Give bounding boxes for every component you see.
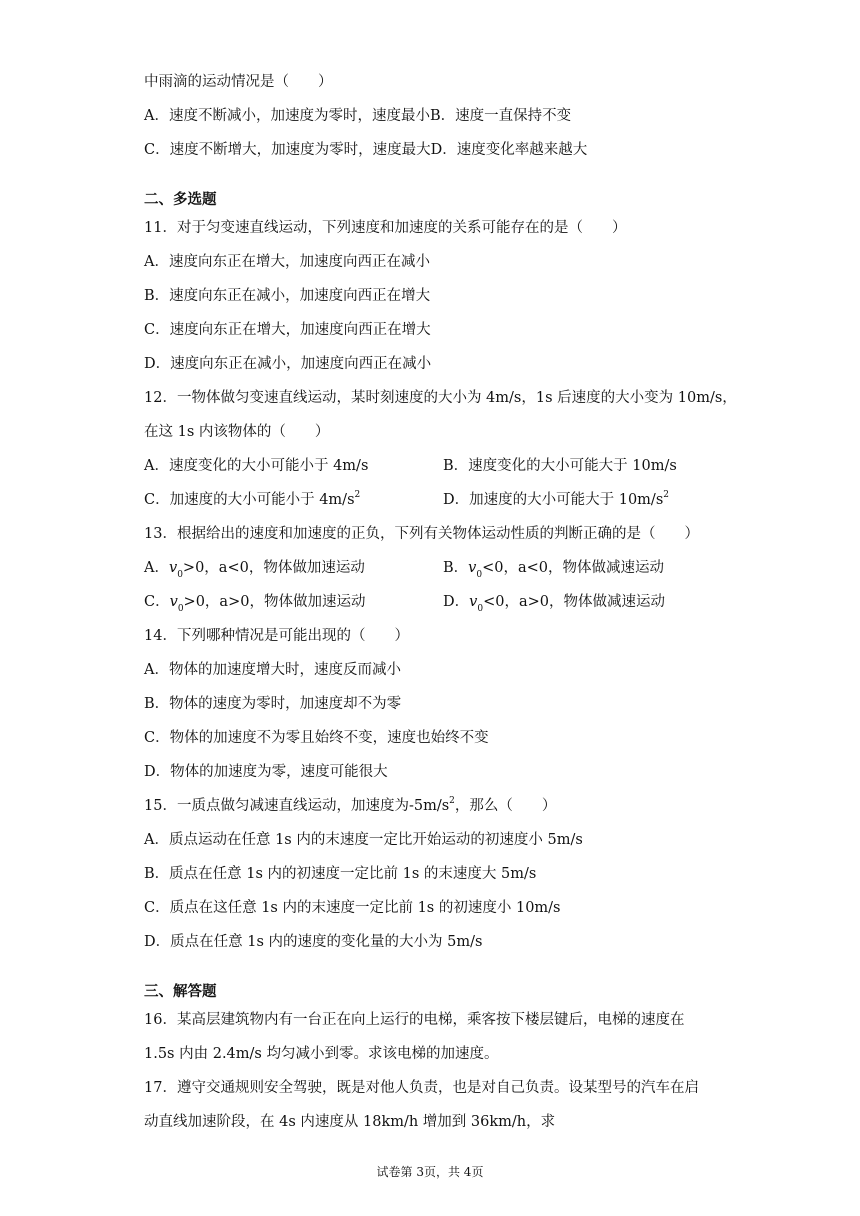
q13-option-c [144, 592, 365, 612]
q12-option-c-text: C．加速度的大小可能小于 4m/s [144, 492, 355, 508]
q15-option-b: B．质点在任意 1s 内的初速度一定比前 1s 的末速度大 5m/s [144, 866, 537, 882]
q14-option-c: C．物体的加速度不为零且始终不变，速度也始终不变 [144, 730, 489, 746]
q15-stem-text: 15．一质点做匀减速直线运动，加速度为-5m/s [144, 798, 450, 814]
q11-option-d: D．速度向东正在减小，加速度向西正在减小 [144, 356, 432, 372]
q12-option-d-text: D．加速度的大小可能大于 10m/s [443, 492, 664, 508]
q13-option-a-text: >0，a<0，物体做加速运动 [182, 560, 365, 576]
q13-option-b-var: v [468, 560, 477, 576]
q13-option-d-var: v [469, 594, 478, 610]
q11-stem: 11．对于匀变速直线运动，下列速度和加速度的关系可能存在的是（ ） [144, 220, 627, 236]
q13-option-a-sub: 0 [177, 569, 183, 580]
q16-line1: 16．某高层建筑物内有一台正在向上运行的电梯，乘客按下楼层键后，电梯的速度在 [144, 1012, 685, 1028]
q10-options-cd: C．速度不断增大，加速度为零时，速度最大D．速度变化率越来越大 [144, 142, 588, 158]
q13-option-d [443, 592, 665, 612]
q17-line1: 17．遵守交通规则安全驾驶，既是对他人负责，也是对自己负责。设某型号的汽车在启 [144, 1080, 699, 1096]
q11-option-b: B．速度向东正在减小，加速度向西正在增大 [144, 288, 431, 304]
q13-option-a-label: A． [144, 560, 169, 576]
q11-option-a: A．速度向东正在增大，加速度向西正在减小 [144, 254, 430, 270]
q13-option-d-label: D． [443, 594, 470, 610]
q13-option-b-label: B． [443, 560, 469, 576]
section-heading-multiple-choice: 二、多选题 [144, 191, 217, 208]
q12-option-d [443, 490, 669, 510]
q13-stem: 13．根据给出的速度和加速度的正负，下列有关物体运动性质的判断正确的是（ ） [144, 526, 699, 542]
q13-option-c-var: v [169, 594, 178, 610]
q14-stem: 14．下列哪种情况是可能出现的（ ） [144, 628, 409, 644]
q13-option-c-sub: 0 [177, 603, 184, 614]
q15-option-c: C．质点在这任意 1s 内的末速度一定比前 1s 的初速度小 10m/s [144, 900, 561, 916]
q14-option-b: B．物体的速度为零时，加速度却不为零 [144, 696, 402, 712]
q12-stem-line2: 在这 1s 内该物体的（ ） [144, 424, 330, 440]
q16-line2: 1.5s 内由 2.4m/s 均匀减小到零。求该电梯的加速度。 [144, 1046, 499, 1062]
q13-option-a [144, 558, 365, 578]
q10-options-ab: A．速度不断减小，加速度为零时，速度最小B．速度一直保持不变 [144, 108, 572, 124]
q15-option-a: A．质点运动在任意 1s 内的末速度一定比开始运动的初速度小 5m/s [144, 832, 583, 848]
q15-stem-end: ，那么（ ） [454, 798, 557, 814]
q13-option-a-var: v [168, 560, 178, 576]
q14-option-a: A．物体的加速度增大时，速度反而减小 [144, 662, 401, 678]
q11-option-c: C．速度向东正在增大，加速度向西正在增大 [144, 322, 431, 338]
q17-line2: 动直线加速阶段，在 4s 内速度从 18km/h 增加到 36km/h，求 [144, 1114, 556, 1130]
q14-option-d: D．物体的加速度为零，速度可能很大 [144, 764, 388, 780]
q12-option-a: A．速度变化的大小可能小于 4m/s [144, 458, 369, 474]
q12-stem-line1: 12．一物体做匀变速直线运动，某时刻速度的大小为 4m/s，1s 后速度的大小变为 10m/s， [144, 390, 737, 406]
q13-option-c-label: C． [144, 594, 170, 610]
q13-option-b-sub: 0 [476, 569, 483, 580]
q12-option-d-exponent: 2 [663, 490, 669, 501]
section-heading-answer-questions: 三、解答题 [144, 983, 217, 1000]
q15-stem-exponent: 2 [449, 796, 455, 807]
q10-stem-continuation: 中雨滴的运动情况是（ ） [144, 74, 333, 90]
q12-option-b: B．速度变化的大小可能大于 10m/s [443, 458, 677, 474]
q13-option-d-sub: 0 [477, 603, 484, 614]
q15-option-d: D．质点在任意 1s 内的速度的变化量的大小为 5m/s [144, 934, 483, 950]
q13-option-d-text: <0，a>0，物体做减速运动 [483, 594, 665, 610]
q13-option-b-text: <0，a<0，物体做减速运动 [482, 560, 664, 576]
q13-option-b [443, 558, 664, 578]
page-footer: 试卷第 3页，共 4页 [376, 1165, 484, 1179]
q12-option-c [144, 490, 360, 510]
q12-option-c-exponent: 2 [354, 490, 361, 501]
q13-option-c-text: >0，a>0，物体做加速运动 [183, 594, 366, 610]
q15-stem [144, 796, 556, 816]
